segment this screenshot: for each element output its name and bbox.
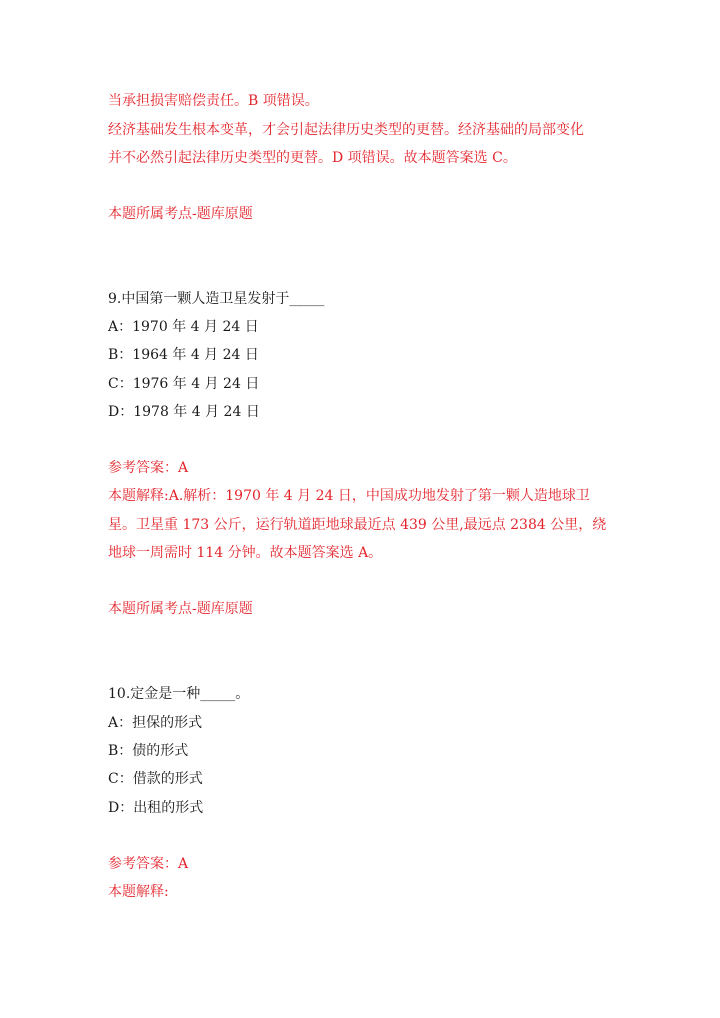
- question-9-answer: 参考答案：A: [108, 460, 189, 476]
- question-9-option-b: B：1964 年 4 月 24 日: [108, 347, 259, 363]
- question-9-explanation-line-2: 星。卫星重 173 公斤，运行轨道距地球最近点 439 公里,最远点 2384 公里，绕: [108, 517, 607, 533]
- question-9-option-d: D：1978 年 4 月 24 日: [108, 404, 260, 420]
- prev-explanation-line-1: 当承担损害赔偿责任。B 项错误。: [108, 93, 319, 109]
- question-10-option-b: B：债的形式: [108, 743, 189, 759]
- question-10-option-d: D：出租的形式: [108, 800, 204, 816]
- question-9-option-c: C：1976 年 4 月 24 日: [108, 376, 260, 392]
- prev-explanation-line-3: 并不必然引起法律历史类型的更替。D 项错误。故本题答案选 C。: [108, 150, 517, 166]
- question-9-stem: 9.中国第一颗人造卫星发射于_____: [108, 291, 325, 307]
- question-10-option-c: C：借款的形式: [108, 771, 203, 787]
- question-9-explanation-line-1: 本题解释:A.解析：1970 年 4 月 24 日，中国成功地发射了第一颗人造地球卫: [108, 488, 590, 504]
- question-9-explanation-line-3: 地球一周需时 114 分钟。故本题答案选 A。: [108, 545, 383, 561]
- question-9-option-a: A：1970 年 4 月 24 日: [108, 319, 259, 335]
- source-note-2: 本题所属考点-题库原题: [108, 601, 253, 617]
- source-note-1: 本题所属考点-题库原题: [108, 206, 253, 222]
- question-10-answer: 参考答案：A: [108, 856, 189, 872]
- question-10-stem: 10.定金是一种_____。: [108, 686, 250, 702]
- question-10-option-a: A：担保的形式: [108, 715, 203, 731]
- prev-explanation-line-2: 经济基础发生根本变革，才会引起法律历史类型的更替。经济基础的局部变化: [108, 122, 584, 138]
- question-10-explanation-label: 本题解释:: [108, 884, 169, 900]
